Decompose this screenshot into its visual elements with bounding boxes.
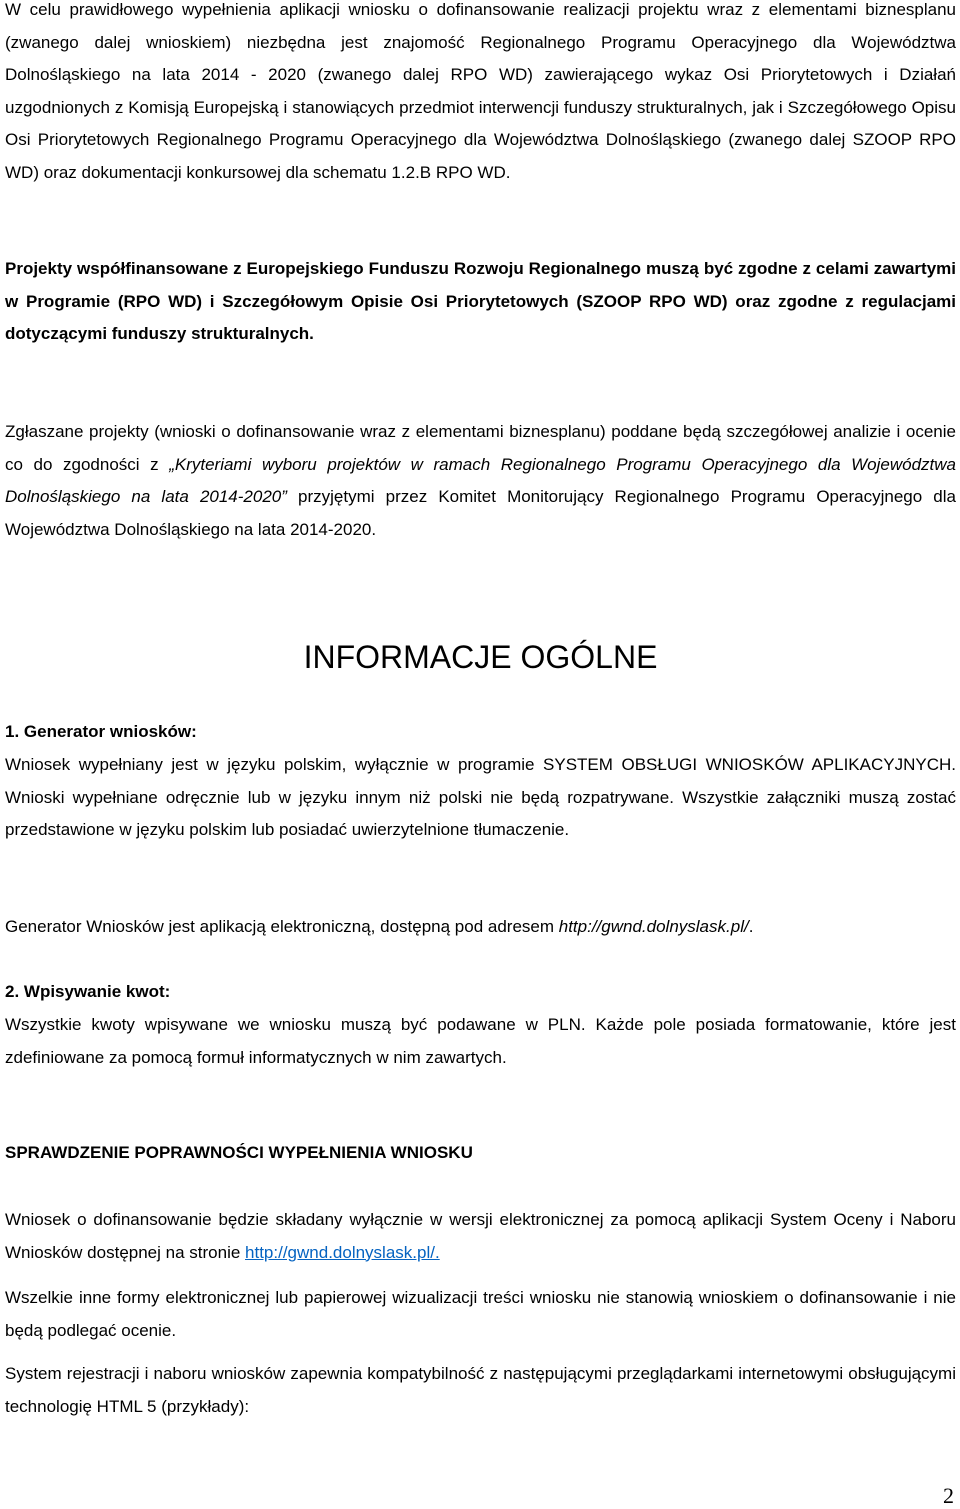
bold-paragraph: Projekty współfinansowane z Europejskiego Funduszu Rozwoju Regionalnego muszą być zgodne z celami zawartymi w Programie (RPO WD) i Szczegółowym Opisie Osi Priorytetowych (SZOOP RPO WD) oraz zgodne z regulacjami dotyczącymi funduszy strukturalnych. (5, 259, 956, 343)
page-title: INFORMACJE OGÓLNE (303, 639, 658, 675)
section2-heading: 2. Wpisywanie kwot: (5, 982, 171, 1001)
generator-paragraph (5, 911, 956, 944)
verification-p1 (5, 1204, 956, 1269)
criteria-paragraph (5, 416, 956, 546)
verification-heading: SPRAWDZENIE POPRAWNOŚCI WYPEŁNIENIA WNIOSKU (5, 1143, 473, 1162)
criteria-text-before: Zgłaszane projekty (wnioski o dofinansowanie wraz z elementami biznesplanu) poddane będą szczegółowej analizie i ocenie co do zgodności z (5, 422, 956, 474)
generator-text-before: Generator Wniosków jest aplikacją elektroniczną, dostępną pod adresem (5, 917, 559, 936)
system-link[interactable]: http://gwnd.dolnyslask.pl/. (245, 1242, 440, 1262)
criteria-text-after: przyjętymi przez Komitet Monitorujący Regionalnego Programu Operacyjnego dla Województwa Dolnośląskiego na lata 2014-2020. (5, 487, 956, 539)
verification-p1-text: Wniosek o dofinansowanie będzie składany wyłącznie w wersji elektronicznej za pomocą aplikacji System Oceny i Naboru Wniosków dostępnej na stronie (5, 1210, 956, 1262)
section2-text: Wszystkie kwoty wpisywane we wniosku muszą być podawane w PLN. Każde pole posiada formatowanie, które jest zdefiniowane za pomocą formuł informatycznych w nim zawartych. (5, 1015, 956, 1067)
section1-text: Wniosek wypełniany jest w języku polskim, wyłącznie w programie SYSTEM OBSŁUGI WNIOSKÓW APLIKACYJNYCH. Wnioski wypełniane odręcznie lub w języku innym niż polski nie będą rozpatrywane. Wszystkie załączniki muszą zostać przedstawione w języku polskim lub posiadać uwierzytelnione tłumaczenie. (5, 755, 956, 839)
verification-p2: Wszelkie inne formy elektronicznej lub papierowej wizualizacji treści wniosku nie stanowią wnioskiem o dofinansowanie i nie będą podlegać ocenie. (5, 1288, 956, 1340)
section1-heading: 1. Generator wniosków: (5, 722, 197, 741)
page-number: 2 (943, 1483, 954, 1508)
intro-paragraph: W celu prawidłowego wypełnienia aplikacji wniosku o dofinansowanie realizacji projektu wraz z elementami biznesplanu (zwanego dalej wnioskiem) niezbędna jest znajomość Regionalnego Programu Operacyjnego dla Województwa Dolnośląskiego na lata 2014 - 2020 (zwanego dalej RPO WD) zawierającego wykaz Osi Priorytetowych i Działań uzgodnionych z Komisją Europejską i stanowiących przedmiot interwencji funduszy strukturalnych, jak i Szczegółowego Opisu Osi Priorytetowych Regionalnego Programu Operacyjnego dla Województwa Dolnośląskiego (zwanego dalej SZOOP RPO WD) oraz dokumentacji konkursowej dla schematu 1.2.B RPO WD. (5, 0, 956, 182)
generator-text-after: . (748, 917, 754, 936)
criteria-italic: „Kryteriami wyboru projektów w ramach Regionalnego Programu Operacyjnego dla Województwa Dolnośląskiego na lata 2014-2020” (5, 454, 956, 506)
verification-p3: System rejestracji i naboru wniosków zapewnia kompatybilność z następującymi przeglądarkami internetowymi obsługującymi technologię HTML 5 (przykłady): (5, 1364, 956, 1416)
generator-url: http://gwnd.dolnyslask.pl/ (558, 917, 749, 936)
